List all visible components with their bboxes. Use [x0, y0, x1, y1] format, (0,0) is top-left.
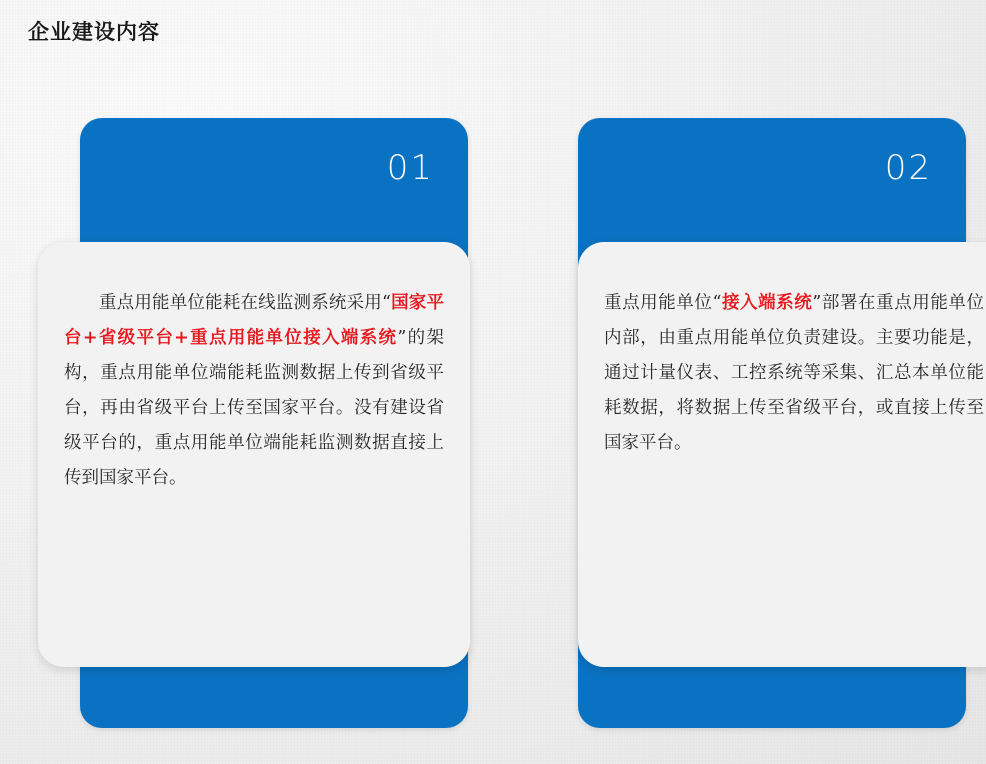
- card-text-02-highlight: 接入端系统: [721, 293, 813, 313]
- card-text-01-highlight: 国家平台+省级平台+重点用能单位接入端系统: [64, 293, 444, 348]
- card-panel-01: [38, 242, 470, 667]
- content-card-02: [578, 118, 985, 728]
- card-text-02-part1: 重点用能单位“: [604, 293, 722, 313]
- card-text-01-part2: ”的架构，重点用能单位端能耗监测数据上传到省级平台，再由省级平台上传至国家平台。没有建设省级平台的，重点用能单位端能耗监测数据直接上传到国家平台。: [64, 328, 444, 488]
- card-text-01: [64, 286, 444, 496]
- card-number-02: 02: [884, 148, 932, 188]
- card-number-01: 01: [386, 148, 434, 188]
- card-text-02-part2: ”部署在重点用能单位内部，由重点用能单位负责建设。主要功能是，通过计量仪表、工控系统等采集、汇总本单位能耗数据，将数据上传至省级平台，或直接上传至国家平台。: [604, 293, 985, 453]
- page-title: 企业建设内容: [28, 21, 160, 44]
- content-card-01: [64, 118, 468, 728]
- card-panel-02: [578, 242, 986, 667]
- card-text-02: [604, 286, 984, 461]
- card-text-01-part1: 重点用能单位能耗在线监测系统采用“: [99, 293, 391, 313]
